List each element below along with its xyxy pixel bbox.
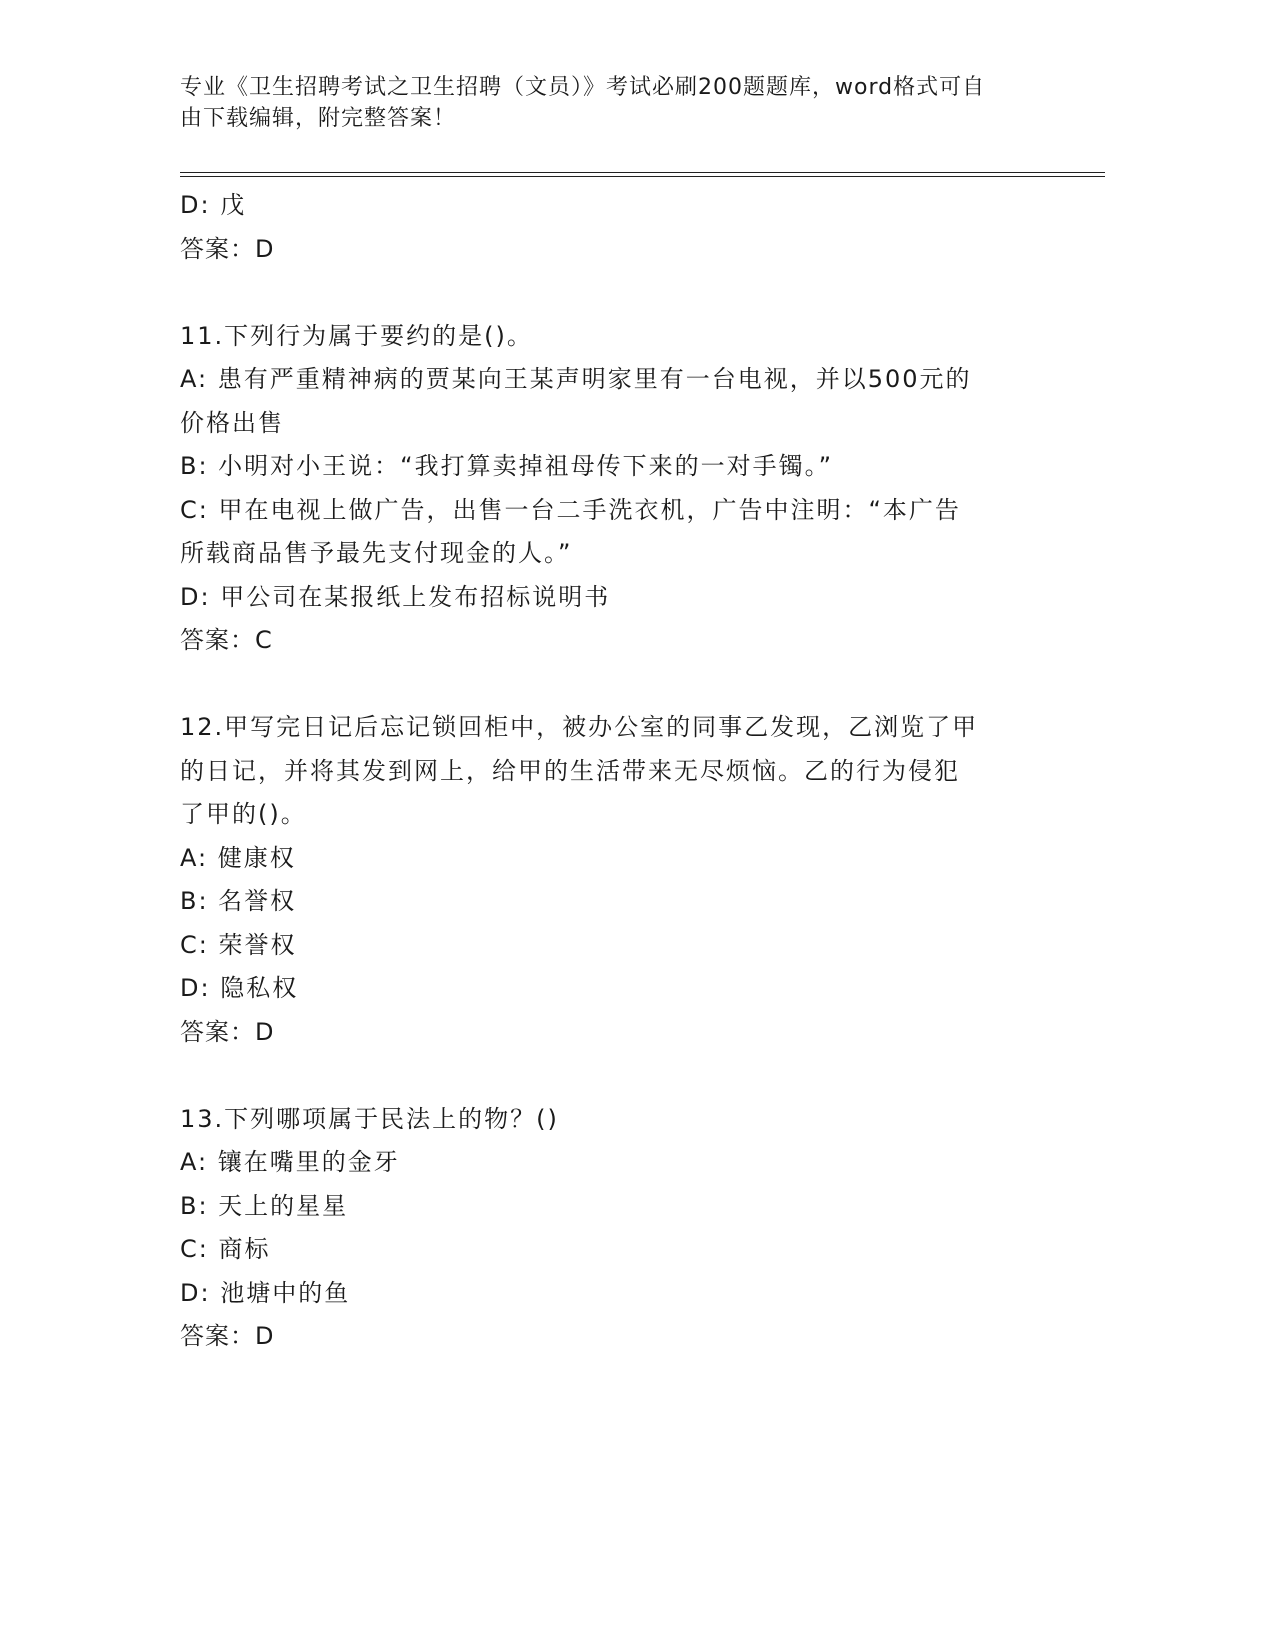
option-a-line-1: A: 患有严重精神病的贾某向王某声明家里有一台电视，并以500元的: [180, 365, 972, 393]
header-rule-top: [180, 172, 1105, 173]
header-rule-bottom: [180, 176, 1105, 177]
question-stem-line-1: 12.甲写完日记后忘记锁回柜中，被办公室的同事乙发现，乙浏览了甲: [180, 713, 979, 741]
option-a-line-2: 价格出售: [180, 408, 284, 437]
answer: 答案：D: [180, 234, 275, 263]
answer: 答案：C: [180, 626, 273, 654]
option-b: B: 天上的星星: [180, 1191, 349, 1220]
question-12: [180, 706, 1060, 1054]
question-stem-line-3: 了甲的()。: [180, 800, 307, 828]
option-d: D: 甲公司在某报纸上发布招标说明书: [180, 582, 611, 611]
question-list: [180, 184, 1060, 1359]
option-a: A: 镶在嘴里的金牙: [180, 1148, 400, 1176]
question-10-tail: [180, 184, 1060, 271]
option-c: C: 荣誉权: [180, 930, 297, 959]
option-d: D: 池塘中的鱼: [180, 1278, 351, 1307]
document-header: [180, 72, 1060, 134]
option-c: C: 商标: [180, 1235, 271, 1263]
question-stem: 11.下列行为属于要约的是()。: [180, 321, 533, 350]
question-13: [180, 1098, 1060, 1359]
option-c-line-2: 所载商品售予最先支付现金的人。”: [180, 539, 573, 567]
answer: 答案：D: [180, 1017, 275, 1046]
option-a: A: 健康权: [180, 843, 296, 872]
option-d: D: 隐私权: [180, 974, 299, 1002]
header-line-1: 专业《卫生招聘考试之卫生招聘（文员）》考试必刷200题题库，word格式可自: [180, 75, 986, 100]
spacer: [180, 271, 1060, 315]
option-b: B: 小明对小王说：“我打算卖掉祖母传下来的一对手镯。”: [180, 452, 834, 480]
spacer: [180, 663, 1060, 707]
option-c-line-1: C: 甲在电视上做广告，出售一台二手洗衣机，广告中注明：“本广告: [180, 495, 961, 524]
header-line-2: 由下载编辑，附完整答案！: [180, 106, 457, 131]
option-b: B: 名誉权: [180, 887, 297, 915]
question-stem-line-2: 的日记，并将其发到网上，给甲的生活带来无尽烦恼。乙的行为侵犯: [180, 756, 960, 785]
spacer: [180, 1054, 1060, 1098]
answer: 答案：D: [180, 1322, 275, 1350]
question-stem: 13.下列哪项属于民法上的物？(): [180, 1104, 559, 1133]
option-d: D: 戊: [180, 191, 247, 219]
question-11: [180, 315, 1060, 663]
